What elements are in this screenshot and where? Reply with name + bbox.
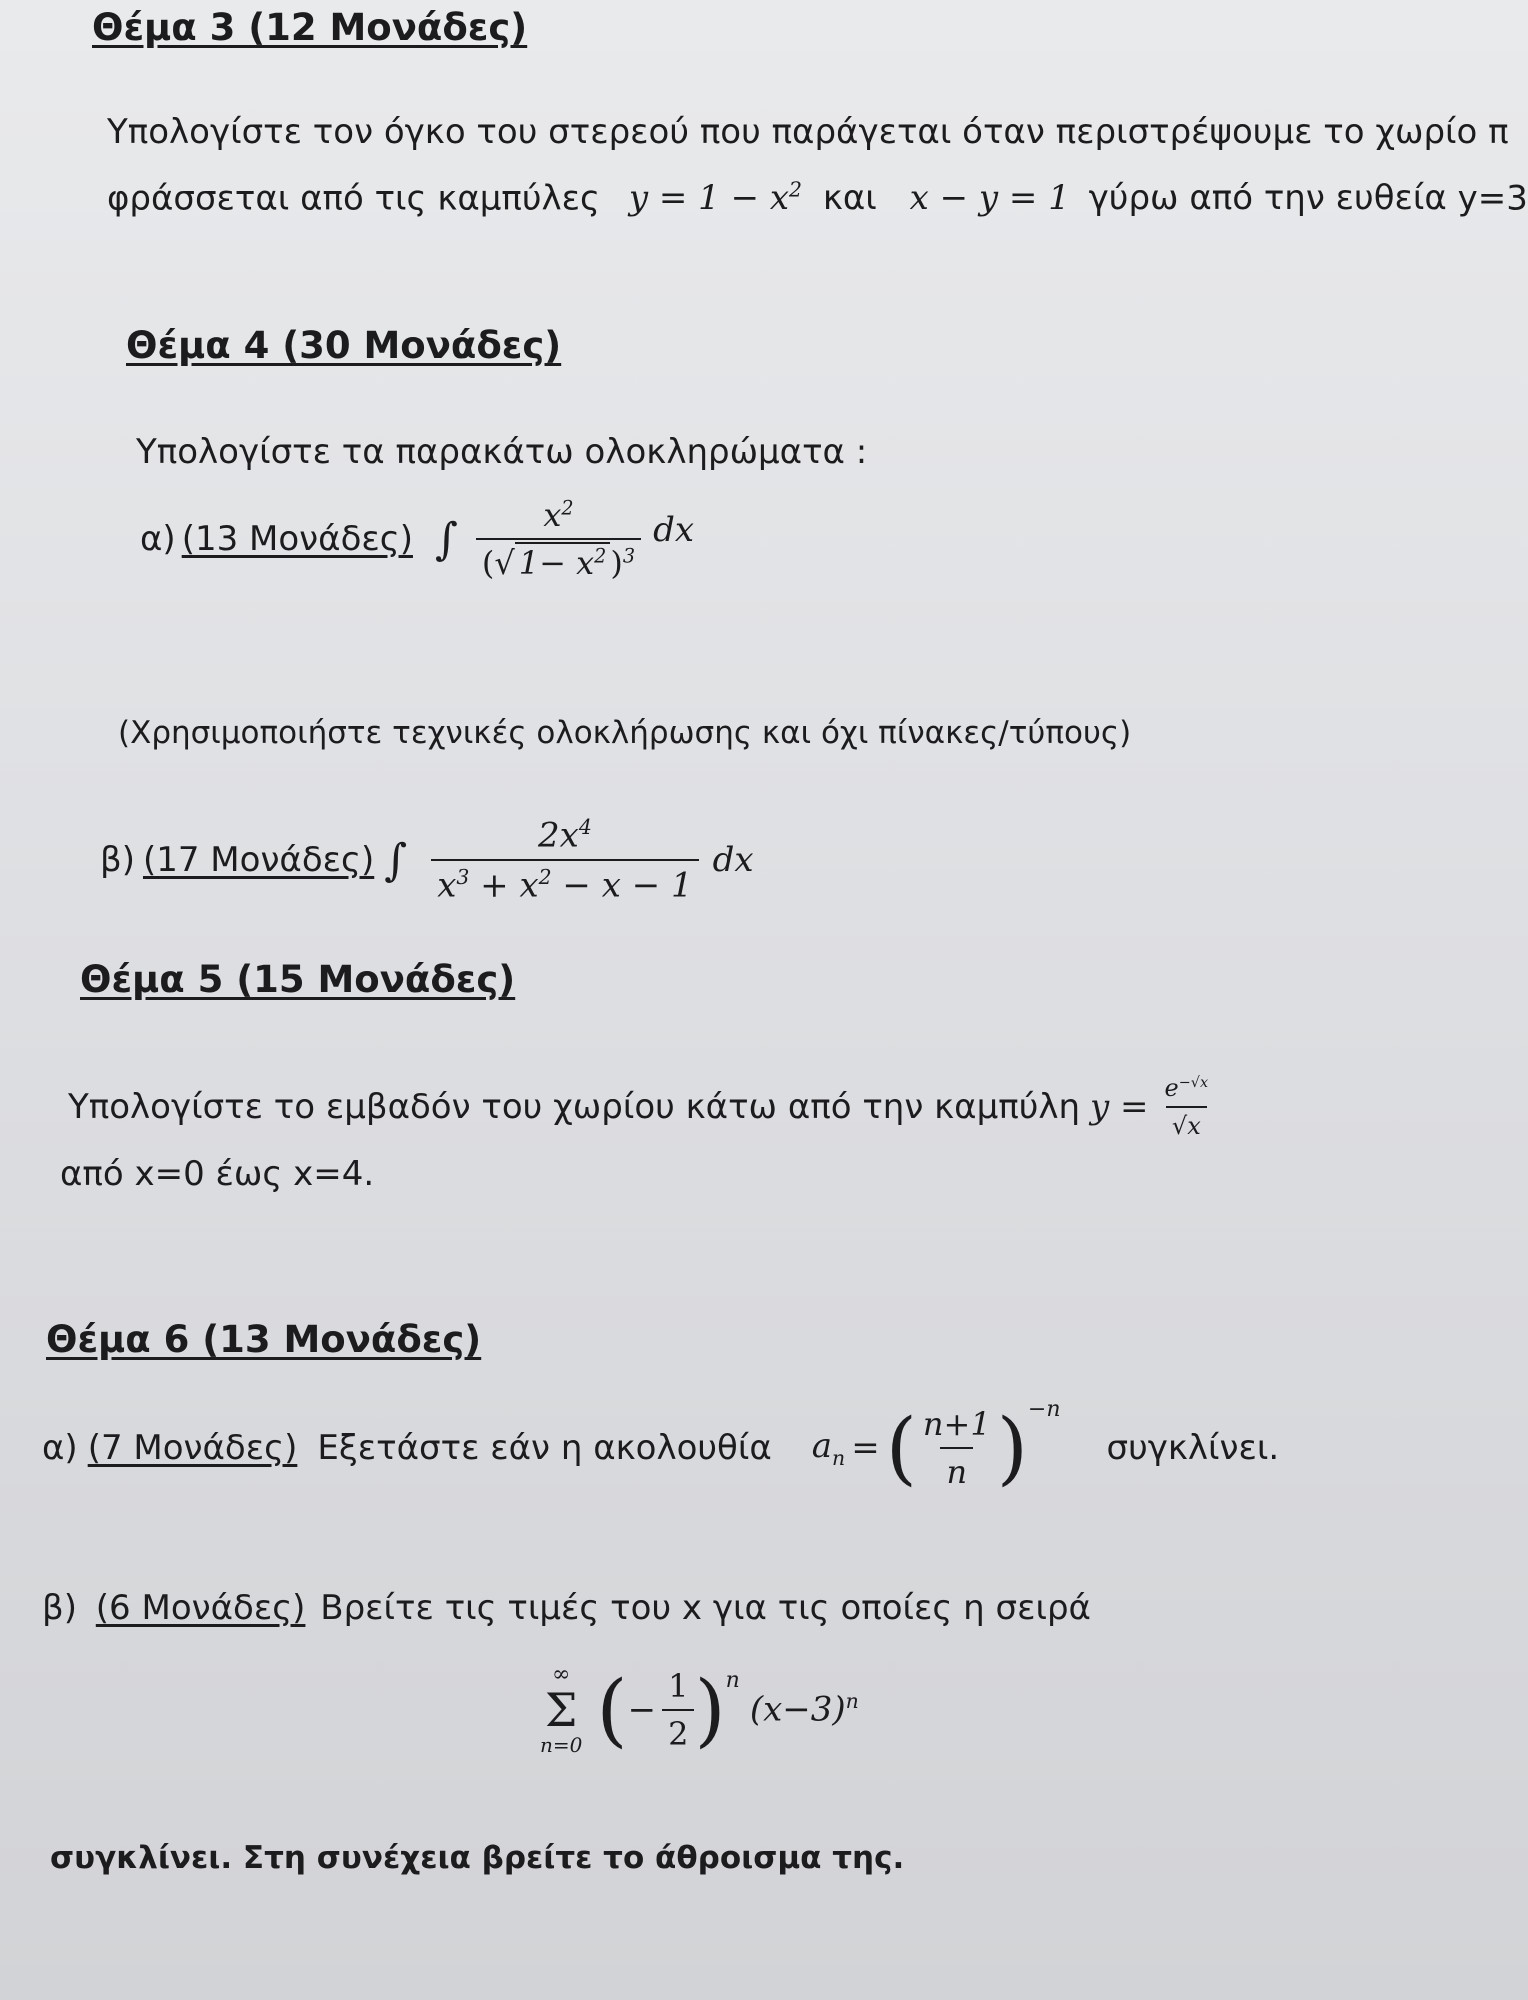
term-left-paren: (	[596, 1662, 628, 1756]
sum-lower: n=0	[540, 1733, 583, 1757]
topic5-line1	[68, 1074, 1214, 1140]
topic6-b-points: (6 Μονάδες)	[95, 1588, 306, 1628]
topic3-conj: και	[822, 178, 877, 219]
seq-lhs-base: a	[811, 1426, 833, 1467]
b-den-b: + x	[469, 865, 539, 906]
sequence-lhs	[812, 1426, 845, 1470]
topic4-b-label: β)	[100, 840, 135, 881]
integral-sign-a: ∫	[434, 513, 458, 565]
seq-right-paren: )	[996, 1401, 1028, 1494]
a-left-paren: (	[481, 544, 495, 582]
integral-a-dx: dx	[653, 510, 695, 550]
topic4-note: (Χρησιμοποιήστε τεχνικές ολοκλήρωσης και όχι πίνακες/τύπους)	[118, 715, 1132, 751]
curve1-base: y = 1 − x	[628, 178, 790, 219]
topic3-axis-line: y=3	[1457, 178, 1528, 219]
topic3-curve1	[629, 178, 802, 218]
topic3-line2-text: φράσσεται από τις καμπύλες	[107, 178, 600, 219]
a-den-inner-exp: 2	[594, 544, 607, 568]
a-num-exp: 2	[561, 496, 574, 520]
a-den-exp: 3	[622, 544, 636, 568]
topic6-b-tail: συγκλίνει. Στη συνέχεια βρείτε το άθροισμα της.	[50, 1840, 905, 1876]
curve1-exp: 2	[789, 178, 803, 202]
topic6-part-a	[42, 1397, 1280, 1494]
topic3-line2-tail: γύρω από την ευθεία	[1088, 178, 1447, 219]
term-exponent: n	[725, 1668, 740, 1693]
a-num-base: x	[543, 496, 562, 534]
topic3-line1: Υπολογίστε τον όγκο του στερεού που παράγεται όταν περιστρέψουμε το χωρίο π	[107, 112, 1509, 152]
topic5-y-eq: y =	[1090, 1087, 1149, 1127]
topic6-b-label: β)	[42, 1588, 77, 1628]
sum-symbol: Σ	[544, 1683, 578, 1737]
topic4-heading: Θέμα 4 (30 Μονάδες)	[126, 324, 562, 367]
topic6-a-text: Εξετάστε εάν η ακολουθία	[317, 1428, 772, 1468]
topic6-heading: Θέμα 6 (13 Μονάδες)	[46, 1318, 482, 1361]
topic5-denominator: √x	[1166, 1106, 1207, 1140]
topic5-fraction	[1159, 1074, 1215, 1140]
topic4-b-points: (17 Μονάδες)	[142, 840, 375, 881]
b-den-b-exp: 2	[538, 865, 552, 890]
seq-left-paren: (	[885, 1401, 917, 1494]
topic4-a-label: α)	[140, 519, 176, 559]
sequence-exponent: −n	[1027, 1397, 1061, 1422]
term-fraction	[662, 1667, 694, 1753]
term-numerator: 1	[668, 1666, 689, 1705]
a-den-inner: 1− x	[518, 544, 595, 582]
topic5-num-exp: −√x	[1178, 1075, 1209, 1091]
b-den-c: − x − 1	[551, 865, 693, 906]
b-num-base: 2x	[538, 815, 579, 856]
integral-b-denominator	[431, 859, 698, 905]
sequence-numerator: n+1	[922, 1405, 991, 1443]
seq-lhs-sub: n	[832, 1445, 846, 1470]
topic6-b-text: Βρείτε τις τιμές του x για τις οποίες η σειρά	[320, 1588, 1091, 1628]
b-num-exp: 4	[578, 815, 592, 839]
topic4-intro: Υπολογίστε τα παρακάτω ολοκληρώματα :	[136, 432, 868, 472]
topic5-numerator	[1159, 1074, 1215, 1106]
sequence-denominator: n	[940, 1447, 973, 1491]
topic6-a-points: (7 Μονάδες)	[87, 1428, 298, 1468]
b-den-a-exp: 3	[456, 865, 470, 890]
topic5-heading: Θέμα 5 (15 Μονάδες)	[80, 958, 516, 1001]
topic4-a-points: (13 Μονάδες)	[181, 519, 413, 559]
topic6-a-tail: συγκλίνει.	[1106, 1428, 1280, 1468]
integral-a-denominator: (√ $1- x^2$ )$^3$	[476, 538, 641, 582]
summation	[540, 1662, 582, 1757]
term-tail-base: (x−3)	[749, 1689, 846, 1730]
integral-a-numerator	[537, 496, 579, 538]
topic3-line2	[107, 178, 1528, 218]
sequence-fraction	[917, 1405, 997, 1491]
sum-upper: ∞	[552, 1662, 571, 1687]
term-tail-exp: n	[845, 1689, 859, 1714]
topic5-line2: από x=0 έως x=4.	[60, 1154, 375, 1194]
integral-b-fraction	[431, 815, 698, 906]
topic5-num-base: e	[1164, 1074, 1179, 1102]
integral-sign-b: ∫	[384, 834, 408, 886]
sequence-eq: =	[851, 1428, 880, 1468]
integral-a-fraction	[476, 496, 641, 582]
topic6-part-b	[42, 1588, 1091, 1628]
topic5-line1-text: Υπολογίστε το εμβαδόν του χωρίου κάτω από την καμπύλη	[68, 1087, 1081, 1127]
topic4-part-b	[100, 815, 754, 906]
term-right-paren: )	[694, 1662, 726, 1756]
term-minus: −	[627, 1689, 657, 1730]
term-tail	[750, 1689, 859, 1729]
a-right-paren: )	[610, 544, 623, 582]
a-sqrt-content	[515, 542, 611, 582]
topic4-part-a	[140, 496, 694, 582]
topic6-a-label: α)	[42, 1428, 78, 1468]
topic3-curve2: x − y = 1	[909, 178, 1070, 219]
integral-b-dx: dx	[712, 840, 754, 881]
term-denominator: 2	[662, 1709, 694, 1753]
series-formula	[540, 1662, 859, 1757]
b-den-a: x	[437, 865, 457, 906]
integral-b-numerator	[532, 815, 598, 859]
topic3-heading: Θέμα 3 (12 Μονάδες)	[92, 6, 528, 49]
